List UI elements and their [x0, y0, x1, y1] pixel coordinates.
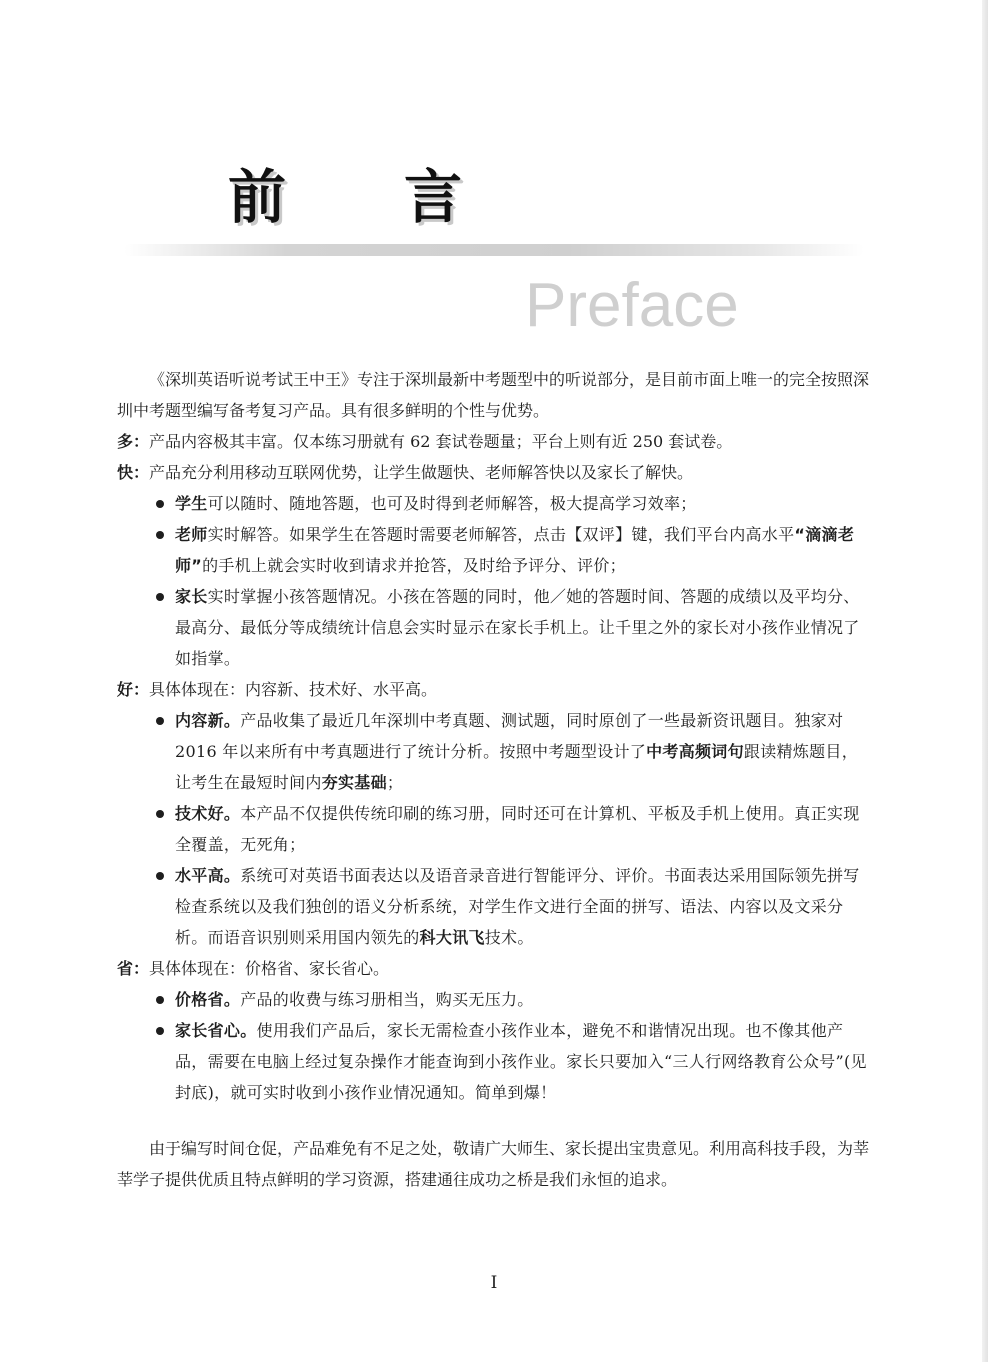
- section-duo: 多：产品内容极其丰富。仅本练习册就有 62 套试卷题量；平台上则有近 250 套试卷。: [117, 432, 733, 451]
- section-hao: 好：具体体现在：内容新、技术好、水平高。 内容新。产品收集了最近几年深圳中考真题、测试题，同时原创了一些最新资讯题目。独家对 2016 年以来所有中考真题进行了统计分析。按照中考题型设计了中考高频词句跟读精炼题目，让考生在最短时间内夯实基础； 技术好。本产品不仅提供传统印刷的练习册，同时还可在计算机、平板及手机上使用。真正实现全覆盖，无死角； 水平高。系统可对英语书面表达以及语音录音进行智能评分、评价。书面表达采用国际领先拼写检查系统以及我们独创的语义分析系统，对学生作文进行全面的拼写、语法、内容以及文采分析。而语音识别则采用国内领先的科大讯飞技术。: [117, 674, 870, 953]
- list-item: 家长省心。使用我们产品后，家长无需检查小孩作业本，避免不和谐情况出现。也不像其他产品，需要在电脑上经过复杂操作才能查询到小孩作业。家长只要加入“三人行网络教育公众号”(见封底)，就可实时收到小孩作业情况通知。简单到爆！: [154, 1015, 870, 1108]
- bullet-icon: [156, 717, 164, 725]
- section-text: 产品充分利用移动互联网优势，让学生做题快、老师解答快以及家长了解快。: [149, 463, 694, 482]
- list-item: 水平高。系统可对英语书面表达以及语音录音进行智能评分、评价。书面表达采用国际领先拼写检查系统以及我们独创的语义分析系统，对学生作文进行全面的拼写、语法、内容以及文采分析。而语音识别则采用国内领先的科大讯飞技术。: [154, 860, 870, 953]
- section-key: 多: [117, 432, 134, 451]
- section-key: 省: [117, 959, 134, 978]
- bullet-icon: [156, 872, 164, 880]
- list-item: 内容新。产品收集了最近几年深圳中考真题、测试题，同时原创了一些最新资讯题目。独家对 2016 年以来所有中考真题进行了统计分析。按照中考题型设计了中考高频词句跟读精炼题目，让考生在最短时间内夯实基础；: [154, 705, 870, 798]
- closing-paragraph: 由于编写时间仓促，产品难免有不足之处，敬请广大师生、家长提出宝贵意见。利用高科技手段，为莘莘学子提供优质且特点鲜明的学习资源，搭建通往成功之桥是我们永恒的追求。: [117, 1139, 870, 1189]
- bullet-icon: [156, 810, 164, 818]
- title-rule: [124, 244, 864, 256]
- section-key: 好: [117, 680, 134, 699]
- bullet-icon: [156, 500, 164, 508]
- list-item: 家长实时掌握小孩答题情况。小孩在答题的同时，他／她的答题时间、答题的成绩以及平均分、最高分、最低分等成绩统计信息会实时显示在家长手机上。让千里之外的家长对小孩作业情况了如指掌。: [154, 581, 870, 674]
- list-item: 技术好。本产品不仅提供传统印刷的练习册，同时还可在计算机、平板及手机上使用。真正实现全覆盖，无死角；: [154, 798, 870, 860]
- bullet-icon: [156, 531, 164, 539]
- section-text: 具体体现在：价格省、家长省心。: [149, 959, 390, 978]
- list-item: 老师实时解答。如果学生在答题时需要老师解答，点击【双评】键，我们平台内高水平“滴滴老师”的手机上就会实时收到请求并抢答，及时给予评分、评价；: [154, 519, 870, 581]
- bullet-icon: [156, 996, 164, 1004]
- bullet-icon: [156, 593, 164, 601]
- page-number: I: [490, 1273, 498, 1293]
- section-key: 快: [117, 463, 134, 482]
- list-item: 价格省。产品的收费与练习册相当，购买无压力。: [154, 984, 870, 1015]
- page-title: 前言: [228, 163, 581, 231]
- section-sheng: 省：具体体现在：价格省、家长省心。 价格省。产品的收费与练习册相当，购买无压力。 家长省心。使用我们产品后，家长无需检查小孩作业本，避免不和谐情况出现。也不像其他产品，需要在电脑上经过复杂操作才能查询到小孩作业。家长只要加入“三人行网络教育公众号”(见封底)，就可实时收到小孩作业情况通知。简单到爆！: [117, 953, 870, 1108]
- intro-paragraph: 《深圳英语听说考试王中王》专注于深圳最新中考题型中的听说部分，是目前市面上唯一的完全按照深圳中考题型编写备考复习产品。具有很多鲜明的个性与优势。: [117, 370, 870, 420]
- section-kuai: 快：产品充分利用移动互联网优势，让学生做题快、老师解答快以及家长了解快。 学生可以随时、随地答题，也可及时得到老师解答，极大提高学习效率； 老师实时解答。如果学生在答题时需要老师解答，点击【双评】键，我们平台内高水平“滴滴老师”的手机上就会实时收到请求并抢答，及时给予评分、评价； 家长实时掌握小孩答题情况。小孩在答题的同时，他／她的答题时间、答题的成绩以及平均分、最高分、最低分等成绩统计信息会实时显示在家长手机上。让千里之外的家长对小孩作业情况了如指掌。: [117, 457, 870, 674]
- section-text: 产品内容极其丰富。仅本练习册就有 62 套试卷题量；平台上则有近 250 套试卷。: [149, 432, 733, 451]
- list-item: 学生可以随时、随地答题，也可及时得到老师解答，极大提高学习效率；: [154, 488, 870, 519]
- section-text: 具体体现在：内容新、技术好、水平高。: [149, 680, 438, 699]
- page-subtitle: Preface: [525, 271, 739, 340]
- page-edge-shadow: [982, 0, 988, 1362]
- body-text: [117, 364, 870, 1195]
- bullet-icon: [156, 1027, 164, 1035]
